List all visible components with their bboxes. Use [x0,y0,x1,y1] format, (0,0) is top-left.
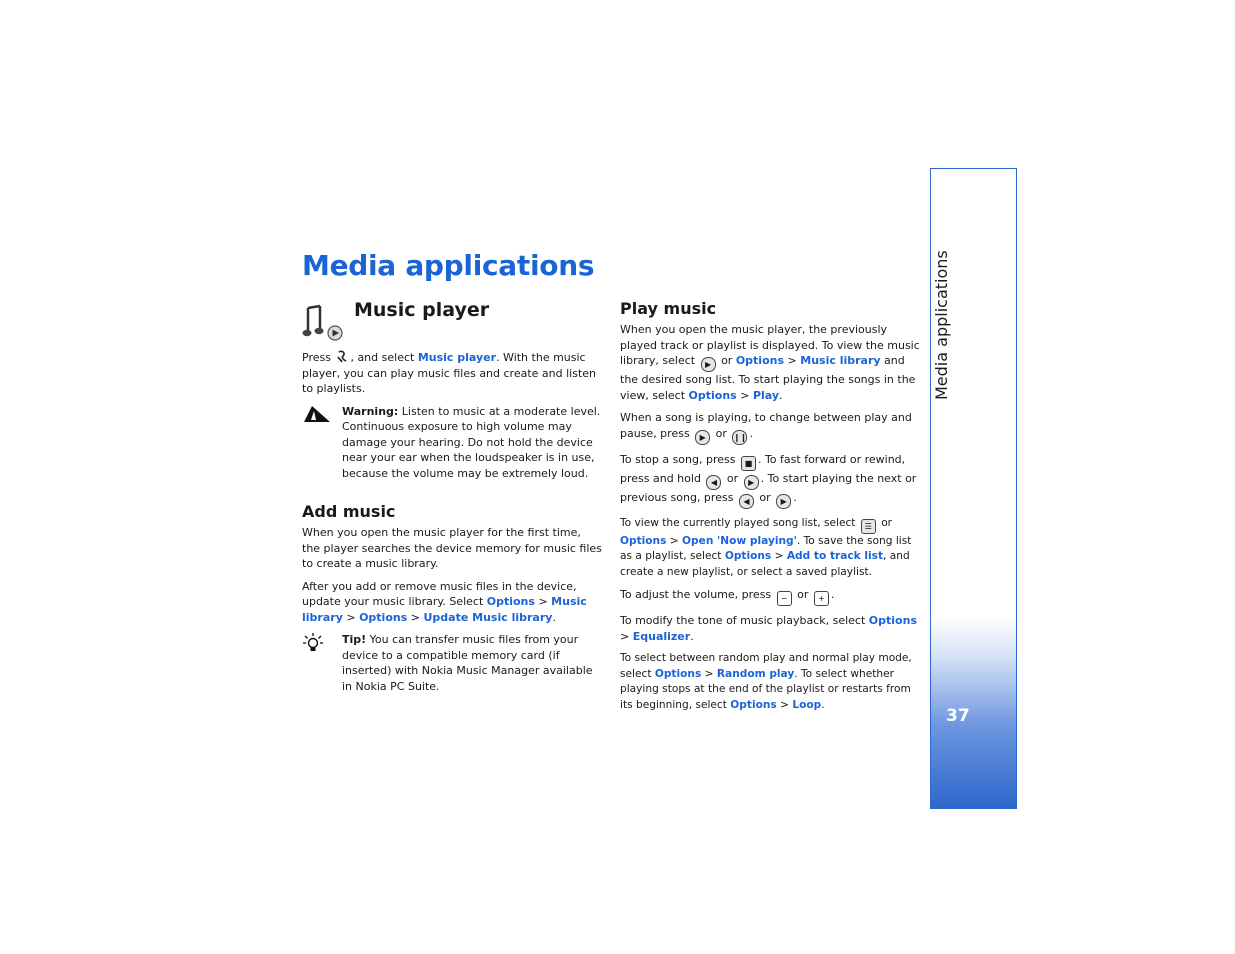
play-music-paragraph-2: When a song is playing, to change between play and pause, press ▶ or ❙❙ . [620,410,920,445]
rewind-icon: ◀ [739,494,754,509]
options-link[interactable]: Options [735,354,785,367]
open-now-playing-link[interactable]: Open 'Now playing' [682,534,797,547]
add-music-heading: Add music [302,502,396,521]
options-link[interactable]: Options [486,595,535,608]
equalizer-link[interactable]: Equalizer [632,629,691,643]
play-icon: ▶ [695,430,710,445]
music-player-heading: Music player [354,299,490,321]
pause-icon: ❙❙ [732,430,747,445]
menu-key-icon [336,350,348,363]
rewind-icon: ◀ [706,475,721,490]
options-link[interactable]: Options [730,698,777,711]
play-icon: ▶ [701,357,716,372]
lightbulb-icon [302,632,324,654]
options-link[interactable]: Options [688,388,737,402]
music-player-link[interactable]: Music player [417,351,497,364]
right-column [620,298,920,713]
tip-note: Tip! You can transfer music files from your device to a compatible memory card (if inserted) with Nokia Music Manager available in Nokia PC Suite. [302,632,602,694]
play-music-paragraph-7: To select between random play and normal play mode, select Options > Random play. To select whether playing stops at the end of the playlist or restarts from its beginning, select Options > Loop. [620,652,912,711]
add-music-paragraph-1: When you open the music player for the first time, the player searches the device memory for music files to create a music library. [302,526,602,570]
music-library-link[interactable]: Music library [800,354,881,367]
volume-up-icon: + [814,591,829,606]
list-icon: ☰ [861,519,876,534]
update-music-library-link[interactable]: Update Music library [423,610,553,624]
music-library-link[interactable]: Music library [302,595,587,624]
warning-note: Warning: Listen to music at a moderate level. Continuous exposure to high volume may damage your hearing. Do not hold the device near your ear when the loudspeaker is in use, because the volume may be extremely loud. [302,404,602,482]
forward-icon: ▶ [776,494,791,509]
add-to-track-list-link[interactable]: Add to track list [786,550,884,562]
play-music-heading: Play music [620,299,717,318]
warning-icon [302,402,332,424]
page-number: 37 [946,706,970,726]
options-link[interactable]: Options [359,610,408,624]
options-link[interactable]: Options [724,550,772,562]
forward-icon: ▶ [744,475,759,490]
add-music-paragraph-2: After you add or remove music files in the device, update your music library. Select Options > Music library > Options > Update Music library. [302,579,587,624]
options-link[interactable]: Options [868,614,917,627]
music-player-header [302,298,602,348]
options-link[interactable]: Options [654,667,702,680]
play-music-paragraph-3: To stop a song, press ■ . To fast forward or rewind, press and hold ◀ or ▶ . To start playing the next or previous song, press ◀ or ▶ . [620,452,920,509]
music-note-icon [302,302,346,344]
loop-link[interactable]: Loop [792,698,822,711]
play-music-paragraph-1: When you open the music player, the previously played track or playlist is displayed. To view the music library, select ▶ or Options > Music library and the desired song list. To start playing the songs in the view, select Options > Play. [620,323,920,402]
page-title: Media applications [302,249,595,282]
play-music-paragraph-5: To adjust the volume, press − or + . [620,587,920,606]
left-column [302,298,602,694]
play-music-paragraph-6: To modify the tone of music playback, select Options > Equalizer. [620,614,917,643]
random-play-link[interactable]: Random play [716,667,795,680]
music-player-intro: Press , and select Music player. With the music player, you can play music files and create and listen to playlists. [302,351,597,395]
play-link[interactable]: Play [752,388,780,402]
volume-down-icon: − [777,591,792,606]
play-music-paragraph-4: To view the currently played song list, select ☰ or Options > Open 'Now playing'. To save the song list as a playlist, select Options > Add to track list, and create a new playlist, or select a saved playlist. [620,516,912,578]
stop-icon: ■ [741,456,756,471]
options-link[interactable]: Options [620,534,667,547]
